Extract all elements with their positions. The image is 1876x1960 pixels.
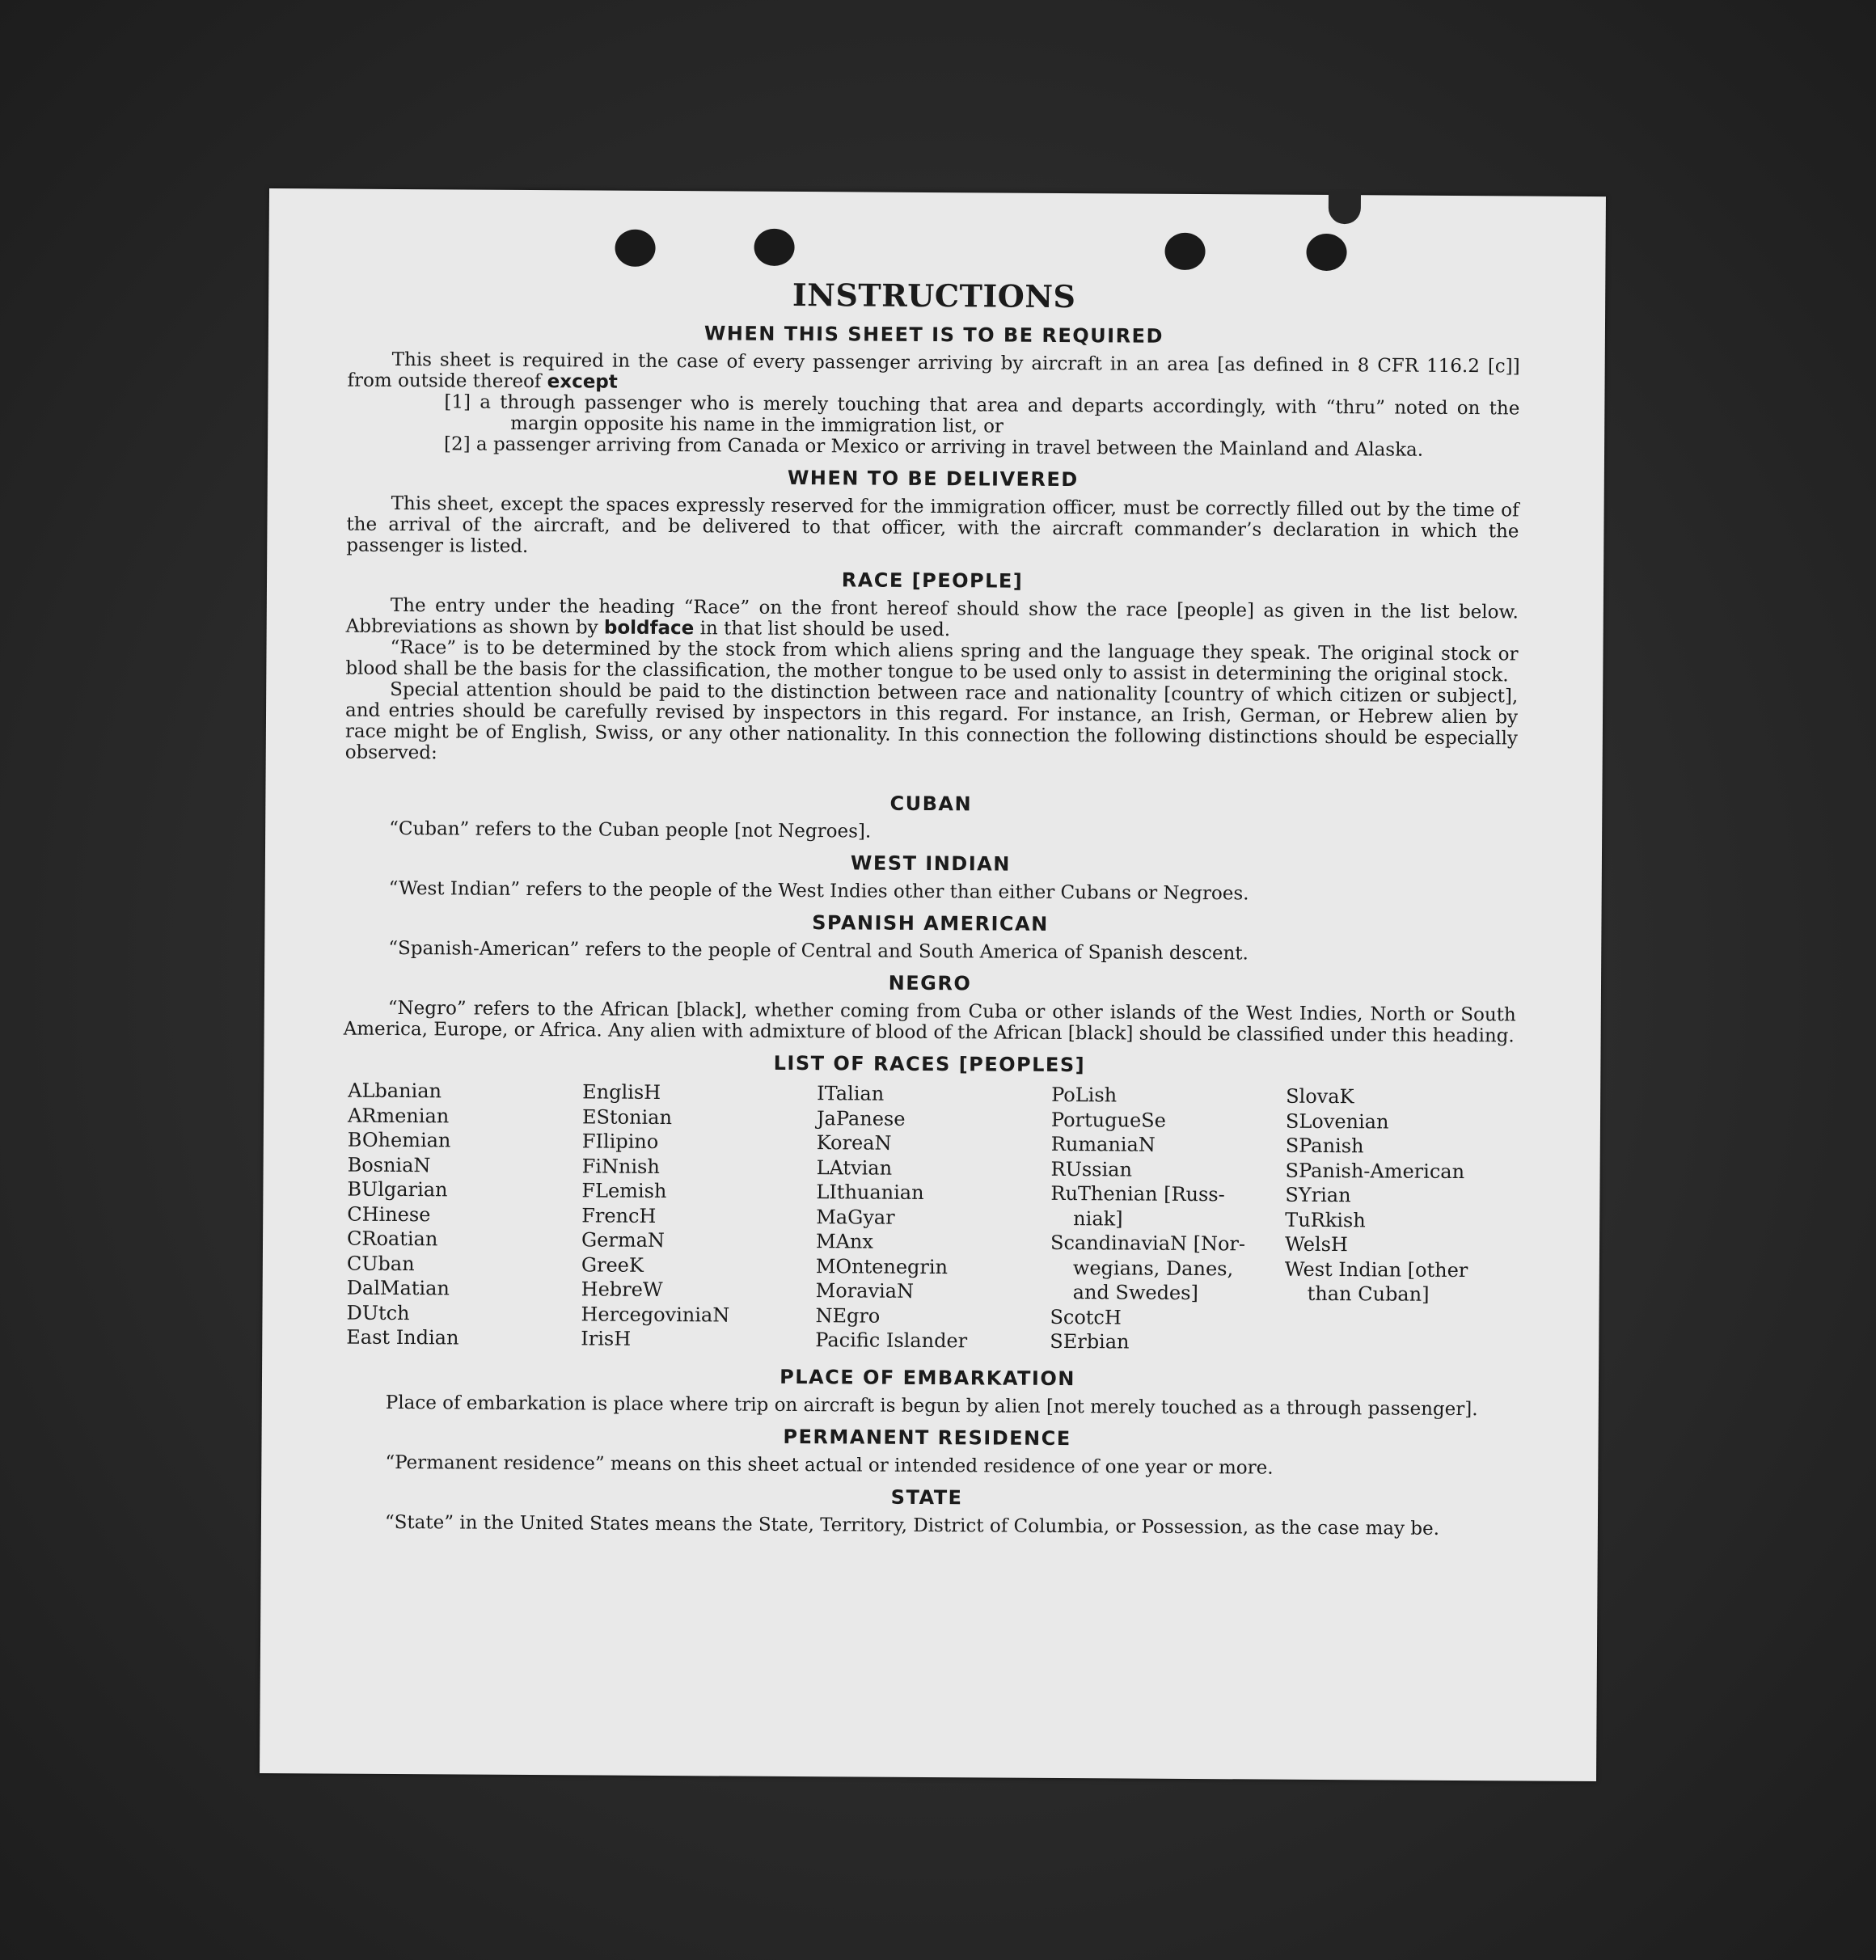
race-item: ARmenian bbox=[347, 1104, 450, 1127]
race-item: HebreW bbox=[581, 1278, 663, 1301]
race-item: LIthuanian bbox=[816, 1181, 924, 1204]
punch-hole bbox=[1164, 233, 1205, 270]
negro-text: “Negro” refers to the African [black], whether coming from Cuba or other islands of the West Indies, North or South America, Europe, or Africa. Any alien with admixture of blood of the African [black] should be classified under this heading. bbox=[343, 997, 1516, 1047]
race-item: DUtch bbox=[346, 1301, 410, 1324]
race-item: EnglisH bbox=[582, 1080, 661, 1104]
race-item: RuThenian [Russ- niak] bbox=[1050, 1181, 1225, 1230]
race-column bbox=[1050, 1083, 1286, 1355]
when-delivered-text: This sheet, except the spaces expressly reserved for the immigration officer, must be correctly filled out by the time of the arrival of the aircraft, and be delivered to that officer, with the aircraft commander’s declaration in which the passenger is listed. bbox=[346, 492, 1519, 557]
heading-race: RACE [PEOPLE] bbox=[841, 568, 1024, 593]
race-item: CUban bbox=[346, 1252, 415, 1275]
race-item: SPanish-American bbox=[1285, 1159, 1465, 1183]
race-item: BosniaN bbox=[347, 1153, 431, 1176]
race-item: TuRkish bbox=[1285, 1208, 1366, 1231]
race-item: PortugueSe bbox=[1050, 1108, 1166, 1132]
race-item: SlovaK bbox=[1286, 1084, 1354, 1109]
west-indian-text: “West Indian” refers to the people of the West Indies other than either Cubans or Negroes. bbox=[388, 877, 1249, 905]
race-item: East Indian bbox=[346, 1325, 459, 1350]
race-item: ALbanian bbox=[348, 1079, 442, 1103]
race-item: JaPanese bbox=[816, 1106, 906, 1130]
residence-text: “Permanent residence” means on this sheet actual or intended residence of one year or more. bbox=[385, 1451, 1274, 1479]
race-item: FrencH bbox=[581, 1203, 657, 1227]
race-item: EStonian bbox=[581, 1105, 673, 1129]
race-item: SLovenian bbox=[1285, 1109, 1389, 1133]
document-content bbox=[340, 274, 1520, 1540]
heading-negro: NEGRO bbox=[888, 971, 972, 995]
race-item: CRoatian bbox=[346, 1227, 438, 1251]
race-item: BOhemian bbox=[347, 1128, 451, 1152]
race-item: West Indian [other than Cuban] bbox=[1284, 1257, 1468, 1306]
race-item: KoreaN bbox=[816, 1131, 892, 1155]
when-required-intro bbox=[347, 349, 1519, 399]
race-item: DalMatian bbox=[346, 1276, 450, 1300]
race-item: PoLish bbox=[1051, 1083, 1118, 1107]
race-item: SErbian bbox=[1050, 1329, 1130, 1354]
race-item: MoraviaN bbox=[815, 1279, 915, 1303]
race-item: RumaniaN bbox=[1050, 1132, 1156, 1156]
document-title: INSTRUCTIONS bbox=[792, 276, 1076, 315]
race-item: GreeK bbox=[581, 1252, 644, 1277]
race-column bbox=[581, 1079, 817, 1352]
heading-when-required: WHEN THIS SHEET IS TO BE REQUIRED bbox=[704, 322, 1164, 348]
race-item: SYrian bbox=[1285, 1183, 1351, 1207]
torn-edge bbox=[1329, 192, 1361, 224]
race-item: ITalian bbox=[817, 1082, 885, 1105]
heading-spanish-american: SPANISH AMERICAN bbox=[812, 911, 1049, 936]
race-item: WelsH bbox=[1284, 1232, 1348, 1257]
race-paragraph-3: Special attention should be paid to the distinction between race and nationality [country of which citizen or subject], and entries should be carefully revised by inspectors in this regard. For instance, an Irish, German, or Hebrew alien by race might be of English, Swiss, or any other nationality. In this connection the following distinctions should be especially observed: bbox=[344, 678, 1519, 764]
heading-west-indian: WEST INDIAN bbox=[850, 851, 1011, 876]
races-list bbox=[346, 1079, 1515, 1357]
race-item: MAnx bbox=[815, 1230, 874, 1253]
heading-cuban: CUBAN bbox=[889, 792, 973, 816]
race-p1-after: in that list should be used. bbox=[699, 618, 951, 641]
race-item: GermaN bbox=[581, 1228, 665, 1252]
except-word: except bbox=[547, 371, 618, 393]
race-item: CHinese bbox=[347, 1202, 431, 1226]
embarkation-text: Place of embarkation is place where trip on aircraft is begun by alien [not merely touched as a through passenger]. bbox=[385, 1392, 1478, 1420]
race-item: LAtvian bbox=[816, 1155, 893, 1180]
exception-item: [1] a through passenger who is merely touching that area and departs accordingly, with “thru” noted on the margin opposite his name in the immigration list, or bbox=[444, 391, 1520, 437]
exception-item: [2] a passenger arriving from Canada or Mexico or arriving in travel between the Mainland and Alaska. bbox=[443, 433, 1424, 461]
punch-hole bbox=[754, 229, 794, 266]
race-item: IrisH bbox=[581, 1327, 632, 1350]
race-item: MaGyar bbox=[816, 1205, 895, 1229]
heading-state: STATE bbox=[890, 1485, 963, 1509]
race-paragraph-1 bbox=[346, 595, 1519, 644]
race-item: FiNnish bbox=[581, 1154, 660, 1178]
race-item: FIlipino bbox=[581, 1130, 659, 1153]
when-required-text: This sheet is required in the case of every passenger arriving by aircraft in an area [as defined in 8 CFR 116.2 [c]] from outside thereof bbox=[347, 348, 1520, 393]
race-item: FLemish bbox=[581, 1179, 667, 1203]
heading-embarkation: PLACE OF EMBARKATION bbox=[780, 1365, 1075, 1390]
punch-hole bbox=[615, 230, 655, 267]
document-page bbox=[260, 188, 1606, 1781]
race-item: ScandinaviaN [Nor- wegians, Danes, and Swedes] bbox=[1050, 1231, 1246, 1305]
race-item: HercegoviniaN bbox=[581, 1302, 730, 1327]
race-item: MOntenegrin bbox=[815, 1254, 949, 1278]
state-text: “State” in the United States means the State, Territory, District of Columbia, or Possession, as the case may be. bbox=[384, 1511, 1440, 1540]
cuban-text: “Cuban” refers to the Cuban people [not Negroes]. bbox=[389, 817, 872, 843]
race-item: BUlgarian bbox=[347, 1177, 448, 1202]
race-item: NEgro bbox=[815, 1303, 881, 1328]
heading-races-list: LIST OF RACES [PEOPLES] bbox=[773, 1051, 1086, 1077]
race-p1-bold: boldface bbox=[603, 617, 695, 640]
race-column bbox=[1284, 1084, 1520, 1357]
race-paragraph-2: “Race” is to be determined by the stock from which aliens spring and the language they speak. The original stock or blood shall be the basis for the classification, the mother tongue to be used only to assist in determining the original stock. bbox=[345, 636, 1519, 686]
race-item: RUssian bbox=[1050, 1157, 1133, 1181]
spanish-american-text: “Spanish-American” refers to the people of Central and South America of Spanish descent. bbox=[388, 937, 1249, 965]
race-p1-before: The entry under the heading “Race” on the front hereof should show the race [people] as given in the list below. Abbreviations as shown by bbox=[345, 594, 1519, 639]
race-column bbox=[346, 1079, 582, 1351]
race-item: Pacific Islander bbox=[815, 1328, 968, 1353]
race-item: SPanish bbox=[1285, 1134, 1364, 1158]
race-column bbox=[815, 1081, 1051, 1354]
race-item: ScotcH bbox=[1050, 1305, 1122, 1328]
heading-when-delivered: WHEN TO BE DELIVERED bbox=[787, 466, 1079, 492]
punch-hole bbox=[1306, 234, 1346, 271]
heading-residence: PERMANENT RESIDENCE bbox=[783, 1425, 1071, 1450]
